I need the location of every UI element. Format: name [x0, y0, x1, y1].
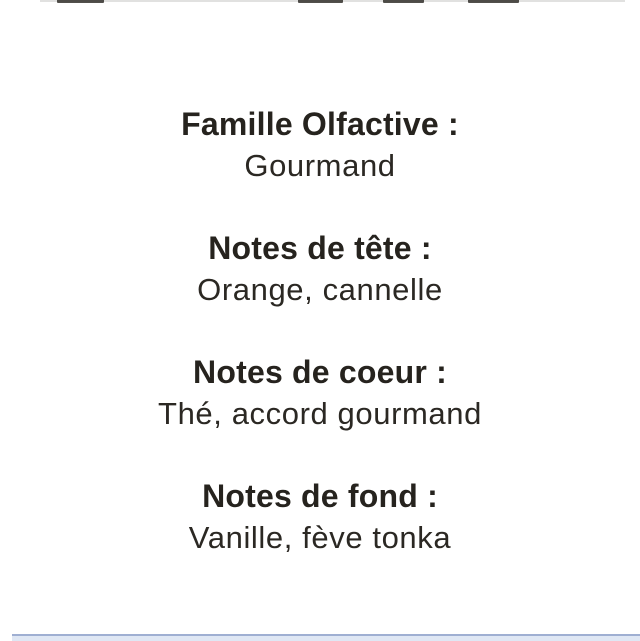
top-notes-value: Orange, cannelle	[197, 272, 443, 307]
heart-notes-block	[0, 351, 640, 435]
olfactive-family-label: Famille Olfactive :	[181, 106, 459, 142]
top-notes-block	[0, 227, 640, 311]
olfactive-family-value: Gourmand	[244, 148, 396, 183]
base-notes-label: Notes de fond :	[202, 478, 438, 514]
base-notes-value: Vanille, fève tonka	[188, 520, 452, 555]
next-section-top-edge	[12, 634, 640, 641]
heart-notes-value: Thé, accord gourmand	[158, 396, 482, 431]
top-notes-label: Notes de tête :	[208, 230, 432, 266]
heart-notes-label: Notes de coeur :	[193, 354, 447, 390]
base-notes-block	[0, 475, 640, 559]
olfactive-family-block	[0, 103, 640, 187]
